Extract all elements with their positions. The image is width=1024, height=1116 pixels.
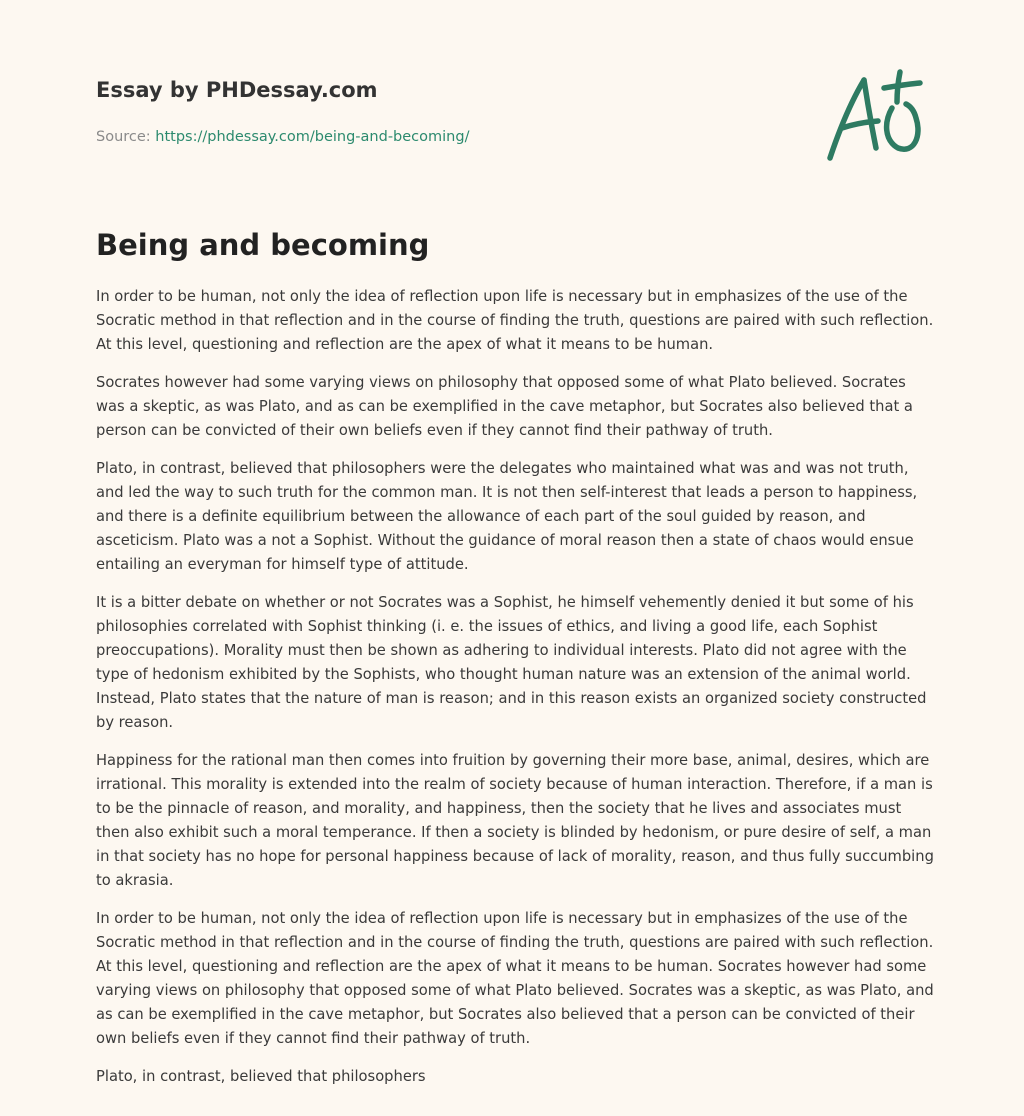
a-plus-logo-icon (818, 66, 930, 166)
source-label: Source: (96, 129, 151, 145)
essay-paragraph: In order to be human, not only the idea of reflection upon life is necessary but in emphasizes of the use of the Socratic method in that reflection and in the course of finding the truth, questions are paired with such reflection. At this level, questioning and reflection are the apex of what it means to be human. (96, 288, 934, 353)
source-line (96, 127, 796, 147)
page-header (96, 76, 796, 147)
essay-paragraph: Plato, in contrast, believed that philosophers (96, 1068, 426, 1085)
essay-paragraph: In order to be human, not only the idea of reflection upon life is necessary but in emphasizes of the use of the Socratic method in that reflection and in the course of finding the truth, questions are paired with such reflection. At this level, questioning and reflection are the apex of what it means to be human. Socrates however had some varying views on philosophy that opposed some of what Plato believed. Socrates was a skeptic, as was Plato, and as can be exemplified in the cave metaphor, but Socrates also believed that a person can be convicted of their own beliefs even if they cannot find their pathway of truth. (96, 910, 934, 1047)
essay-paragraph: Plato, in contrast, believed that philosophers were the delegates who maintained what was and was not truth, and led the way to such truth for the common man. It is not then self-interest that leads a person to happiness, and there is a definite equilibrium between the allowance of each part of the soul guided by reason, and asceticism. Plato was a not a Sophist. Without the guidance of moral reason then a state of chaos would ensue entailing an everyman for himself type of attitude. (96, 460, 918, 573)
essay-paragraph: Socrates however had some varying views on philosophy that opposed some of what Plato believed. Socrates was a skeptic, as was Plato, and as can be exemplified in the cave metaphor, but Socrates also believed that a person can be convicted of their own beliefs even if they cannot find their pathway of truth. (96, 374, 913, 439)
essay-title: Being and becoming (96, 228, 430, 262)
essay-paragraph: Happiness for the rational man then comes into fruition by governing their more base, animal, desires, which are irrational. This morality is extended into the realm of society because of human interaction. Therefore, if a man is to be the pinnacle of reason, and morality, and happiness, then the society that he lives and associates must then also exhibit such a moral temperance. If then a society is blinded by hedonism, or pure desire of self, a man in that society has no hope for personal happiness because of lack of morality, reason, and thus fully succumbing to akrasia. (96, 752, 934, 889)
source-link[interactable]: https://phdessay.com/being-and-becoming/ (155, 129, 470, 145)
site-title: Essay by PHDessay.com (96, 78, 378, 102)
essay-paragraph: It is a bitter debate on whether or not Socrates was a Sophist, he himself vehemently denied it but some of his philosophies correlated with Sophist thinking (i. e. the issues of ethics, and living a good life, each Sophist preoccupations). Morality must then be shown as adhering to individual interests. Plato did not agree with the type of hedonism exhibited by the Sophists, who thought human nature was an extension of the animal world. Instead, Plato states that the nature of man is reason; and in this reason exists an organized society constructed by reason. (96, 594, 927, 731)
essay-body (96, 285, 934, 1103)
